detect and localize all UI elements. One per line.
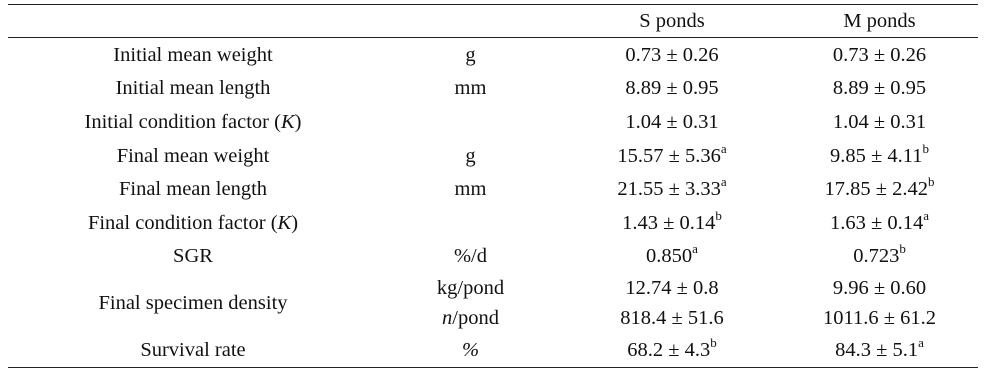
header-m-ponds: M ponds xyxy=(781,5,978,38)
parameter-cell: Initial mean weight xyxy=(113,43,273,66)
s-ponds-cell: 15.57 ± 5.36$^a$ xyxy=(617,140,727,167)
parameter-cell: Initial condition factor (K) xyxy=(84,110,302,133)
m-ponds-cell: 9.96 ± 0.60 xyxy=(832,277,927,300)
significance-superscript: a xyxy=(918,334,924,350)
m-ponds-cell: 1.63 ± 0.14$^a$ xyxy=(829,207,930,234)
unit-cell: %/d xyxy=(453,245,488,268)
m-ponds-cell: 1.04 ± 0.31 xyxy=(832,110,927,133)
s-ponds-cell: 68.2 ± 4.3$^b$ xyxy=(563,333,781,367)
s-ponds-cell: 1.04 ± 0.31 xyxy=(625,110,719,133)
m-ponds-cell: 0.73 ± 0.26 xyxy=(832,43,927,66)
table-row xyxy=(8,172,978,206)
unit-cell: mm xyxy=(454,178,487,201)
parameter-italic: K xyxy=(277,211,292,234)
parameter-cell: Initial mean length xyxy=(115,77,271,100)
s-ponds-cell: 8.89 ± 0.95 xyxy=(625,77,719,100)
unit-cell: kg/pond xyxy=(436,277,505,300)
parameter-cell: Survival rate xyxy=(8,333,378,367)
s-ponds-cell: 818.4 ± 51.6 xyxy=(620,307,724,330)
parameter-cell: Final specimen density xyxy=(98,292,288,315)
header-s-ponds: S ponds xyxy=(563,5,781,38)
parameter-cell: SGR xyxy=(173,245,213,268)
significance-superscript: b xyxy=(922,140,929,156)
m-ponds-cell: 1011.6 ± 61.2 xyxy=(823,307,936,330)
table-row xyxy=(8,38,978,72)
header-parameter xyxy=(8,5,378,38)
parameter-cell: Final condition factor (K) xyxy=(87,211,299,234)
unit-italic: n xyxy=(442,307,453,330)
significance-superscript: b xyxy=(899,241,906,257)
significance-superscript: a xyxy=(720,140,727,156)
m-ponds-cell: 17.85 ± 2.42$^b$ xyxy=(824,174,935,201)
results-table xyxy=(8,4,978,368)
table-row xyxy=(8,333,978,367)
s-ponds-cell: 12.74 ± 0.8 xyxy=(625,277,719,300)
unit-cell: mm xyxy=(454,77,487,100)
parameter-cell: Final mean weight xyxy=(116,144,270,167)
table-header-row xyxy=(8,5,978,38)
significance-superscript: a xyxy=(923,207,930,223)
s-ponds-cell: 21.55 ± 3.33$^a$ xyxy=(617,174,727,201)
m-ponds-cell: 84.3 ± 5.1$^a$ xyxy=(781,333,978,367)
unit-cell: % xyxy=(378,333,563,367)
parameter-italic: K xyxy=(280,110,295,133)
s-ponds-cell: 1.43 ± 0.14$^b$ xyxy=(622,207,722,234)
unit-cell: n/pond xyxy=(442,307,499,330)
table-row xyxy=(8,72,978,106)
unit-cell xyxy=(378,105,563,139)
s-ponds-cell: 0.850$^a$ xyxy=(646,241,698,268)
table-row xyxy=(8,240,978,274)
significance-superscript: a xyxy=(720,174,727,190)
significance-superscript: a xyxy=(692,241,698,257)
significance-superscript: b xyxy=(928,174,935,190)
m-ponds-cell: 0.723$^b$ xyxy=(853,241,906,268)
table-row xyxy=(8,139,978,173)
significance-superscript: b xyxy=(710,334,717,350)
significance-superscript: b xyxy=(715,207,722,223)
unit-cell: g xyxy=(465,144,476,167)
table-row xyxy=(8,206,978,240)
unit-cell: g xyxy=(465,43,476,66)
m-ponds-cell: 9.85 ± 4.11$^b$ xyxy=(830,140,929,167)
table-row xyxy=(8,273,978,303)
m-ponds-cell: 8.89 ± 0.95 xyxy=(832,77,927,100)
table-row xyxy=(8,105,978,139)
unit-cell xyxy=(378,206,563,240)
parameter-cell: Final mean length xyxy=(118,178,268,201)
header-unit xyxy=(378,5,563,38)
s-ponds-cell: 0.73 ± 0.26 xyxy=(625,43,719,66)
